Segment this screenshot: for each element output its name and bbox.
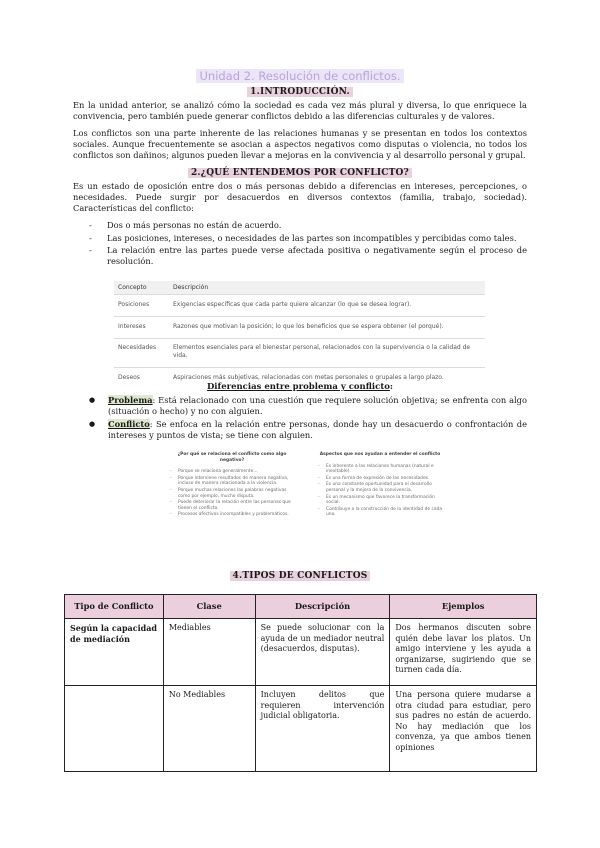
list-item: - Las posiciones, intereses, o necesidades de las partes son incompatibles y percibidas como tales. bbox=[89, 233, 527, 244]
header-cell: Descripción bbox=[173, 284, 209, 291]
table-header-row bbox=[114, 281, 485, 294]
list-item: - Porque muchas relaciones las palabras negativas como por ejemplo, mucho disputa. bbox=[168, 488, 296, 499]
list-item: - Es una forma de expresión de las necesidades. bbox=[316, 476, 444, 482]
table-cell: Según la capacidad de mediación bbox=[65, 619, 164, 686]
table-cell: Elementos esenciales para el bienestar personal, relacionados con la supervivencia o la calidad de vida. bbox=[173, 344, 471, 359]
term-conflicto: Conflicto bbox=[108, 419, 150, 429]
list-item: - Es inherente a las relaciones humanas (natural e inevitable). bbox=[316, 464, 444, 475]
table-cell: Posiciones bbox=[118, 301, 150, 308]
term-problema: Problema bbox=[108, 395, 153, 405]
intro-heading: 1.INTRODUCCIÓN. bbox=[0, 87, 600, 97]
differences-heading: Diferencias entre problema y conflicto: bbox=[206, 382, 394, 392]
document-title: Unidad 2. Resolución de conflictos. bbox=[0, 69, 600, 83]
list-item: - La relación entre las partes puede verse afectada positiva o negativamente según el proceso de resolución. bbox=[89, 245, 527, 267]
table-cell: Una persona quiere mudarse a otra ciudad para estudiar, pero sus padres no están de acuerdo. No hay mediación que los convenza, ya que ambos tienen opiniones bbox=[390, 686, 537, 772]
conflict-characteristics bbox=[89, 220, 527, 269]
table-cell: Mediables bbox=[163, 619, 255, 686]
list-item: - Puede deteriorar la relación entre las personas que tienen el conflicto. bbox=[168, 500, 296, 511]
header-cell: Tipo de Conflicto bbox=[65, 595, 164, 619]
list-item: - Porque se relaciona generalmente... bbox=[168, 469, 296, 475]
intro-paragraph-1: En la unidad anterior, se analizó cómo la sociedad es cada vez más plural y diversa, lo que enriquece la convivencia, pero también puede generar conflictos debido a las diferencias culturales y de valores. bbox=[73, 100, 527, 121]
list-item: - Porque interviene resultados de manera negativa, incluso de manera relacionada a la violencia. bbox=[168, 476, 296, 487]
table-cell: Intereses bbox=[118, 323, 146, 330]
table-header-row bbox=[65, 595, 537, 619]
comparison-left-column bbox=[168, 452, 296, 519]
list-item: - Es un mecanismo que favorece la transformación social. bbox=[316, 495, 444, 506]
header-cell: Clase bbox=[163, 595, 255, 619]
list-item: - Procesos afectivos incompatibles y problemáticos. bbox=[168, 512, 296, 518]
table-cell: Se puede solucionar con la ayuda de un mediador neutral (desacuerdos, disputas). bbox=[255, 619, 390, 686]
table-cell: No Mediables bbox=[163, 686, 255, 772]
definition-text: : Se enfoca en la relación entre personas, donde hay un desacuerdo o confrontación de intereses y puntos de vista; se tiene con alguien. bbox=[108, 419, 527, 440]
conflict-types-table bbox=[64, 594, 537, 772]
table-cell: Incluyen delitos que requieren intervención judicial obligatoria. bbox=[255, 686, 390, 772]
list-item bbox=[89, 419, 527, 441]
concept-table bbox=[114, 281, 485, 387]
table-row bbox=[65, 619, 537, 686]
list-item: - Dos o más personas no están de acuerdo. bbox=[89, 220, 527, 231]
table-cell bbox=[65, 686, 164, 772]
table-cell: Deseos bbox=[118, 374, 140, 381]
intro-paragraph-2: Los conflictos son una parte inherente de las relaciones humanas y se presentan en todos los contextos sociales. Aunque frecuentemente se asocian a aspectos negativos como disputas o violencia, no todos los conflictos son dañinos; algunos pueden llevar a mejoras en la convivencia y al desarrollo personal y grupal. bbox=[73, 128, 527, 160]
list-item: - Contribuye a la construcción de la identidad de cada uno. bbox=[316, 507, 444, 518]
table-row bbox=[114, 316, 485, 338]
header-cell: Ejemplos bbox=[390, 595, 537, 619]
table-cell: Necesidades bbox=[118, 344, 157, 351]
table-row bbox=[65, 686, 537, 772]
comparison-figure bbox=[168, 452, 444, 560]
table-cell: Razones que motivan la posición; lo que los beneficios que se espera obtener (el porqué). bbox=[173, 323, 444, 330]
table-cell: Dos hermanos discuten sobre quién debe lavar los platos. Un amigo interviene y les ayuda a organizarse, sugiriendo que se turnen cada día. bbox=[390, 619, 537, 686]
table-cell: Exigencias específicas que cada parte quiere alcanzar (lo que se desea lograr). bbox=[173, 301, 412, 308]
table-row bbox=[114, 338, 485, 367]
differences-list bbox=[89, 395, 527, 443]
header-cell: Descripción bbox=[255, 595, 390, 619]
comparison-right-column bbox=[316, 452, 444, 519]
table-row bbox=[114, 294, 485, 316]
comparison-right-title: Aspectos que nos ayudan a entender el conflicto bbox=[319, 452, 441, 457]
list-item: - Es una constante oportunidad para el desarrollo personal y la mejora de la convivencia. bbox=[316, 482, 444, 493]
section2-heading: 2.¿QUÉ ENTENDEMOS POR CONFLICTO? bbox=[0, 168, 600, 178]
list-item bbox=[89, 395, 527, 417]
comparison-left-title: ¿Por qué se relaciona el conflicto como algo negativo? bbox=[177, 452, 287, 463]
section4-heading: 4.TIPOS DE CONFLICTOS bbox=[0, 571, 600, 581]
header-cell: Concepto bbox=[118, 284, 147, 291]
definition-text: : Está relacionado con una cuestión que requiere solución objetiva; se enfrenta con algo (situación o hecho) y no con alguien. bbox=[108, 395, 527, 416]
table-cell: Aspiraciones más subjetivas, relacionadas con metas personales o grupales a largo plazo. bbox=[173, 374, 444, 381]
conflict-definition: Es un estado de oposición entre dos o más personas debido a diferencias en intereses, percepciones, o necesidades. Puede surgir por desacuerdos en diversos contextos (familia, trabajo, sociedad). Características del conflicto: bbox=[73, 181, 527, 213]
